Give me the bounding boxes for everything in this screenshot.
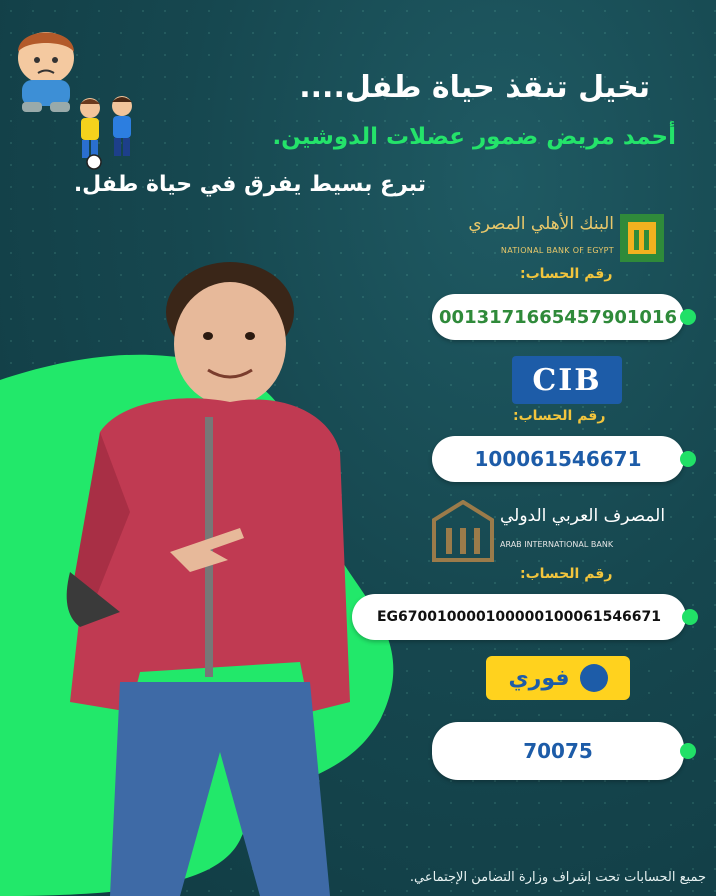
nbe-account-label: رقم الحساب: <box>520 266 613 282</box>
fawry-code-field[interactable] <box>432 722 684 780</box>
aaib-dot-icon <box>682 609 698 625</box>
nbe-account-number: 0013171665457901016 <box>439 306 677 328</box>
nbe-account-field[interactable] <box>432 294 684 340</box>
aaib-logo-icon <box>432 500 672 566</box>
footer-note: جميع الحسابات تحت إشراف وزارة التضامن الإجتماعي. <box>409 870 706 885</box>
nbe-dot-icon <box>680 309 696 325</box>
nbe-logo-english: NATIONAL BANK OF EGYPT <box>500 246 614 255</box>
fawry-logo-icon: فوري <box>486 656 630 700</box>
aaib-account-label: رقم الحساب: <box>520 566 613 582</box>
fawry-dot-icon <box>680 743 696 759</box>
aaib-account-number: EG670010000100000100061546671 <box>376 609 662 625</box>
child-photo <box>30 232 350 896</box>
cib-account-field[interactable] <box>432 436 684 482</box>
aaib-logo-arabic: المصرف العربي الدولي <box>500 506 666 526</box>
football-kids-illustration-icon <box>72 94 146 170</box>
headline-line-3: تبرع بسيط يفرق في حياة طفل. <box>73 172 426 197</box>
fawry-code: 70075 <box>523 739 593 763</box>
cib-dot-icon <box>680 451 696 467</box>
cib-account-label: رقم الحساب: <box>513 408 606 424</box>
cib-logo-icon: CIB <box>512 356 622 404</box>
aaib-account-field[interactable] <box>352 594 686 640</box>
headline-line-2: أحمد مريض ضمور عضلات الدوشين. <box>272 124 676 150</box>
fawry-arrow-icon <box>580 664 608 692</box>
headline-line-1: تخيل تنقذ حياة طفل.... <box>299 70 650 105</box>
aaib-logo-english: ARAB INTERNATIONAL BANK <box>500 540 614 549</box>
cib-account-number: 100061546671 <box>474 447 642 471</box>
nbe-logo-arabic: البنك الأهلي المصري <box>468 214 614 234</box>
nbe-logo-icon <box>466 208 666 266</box>
